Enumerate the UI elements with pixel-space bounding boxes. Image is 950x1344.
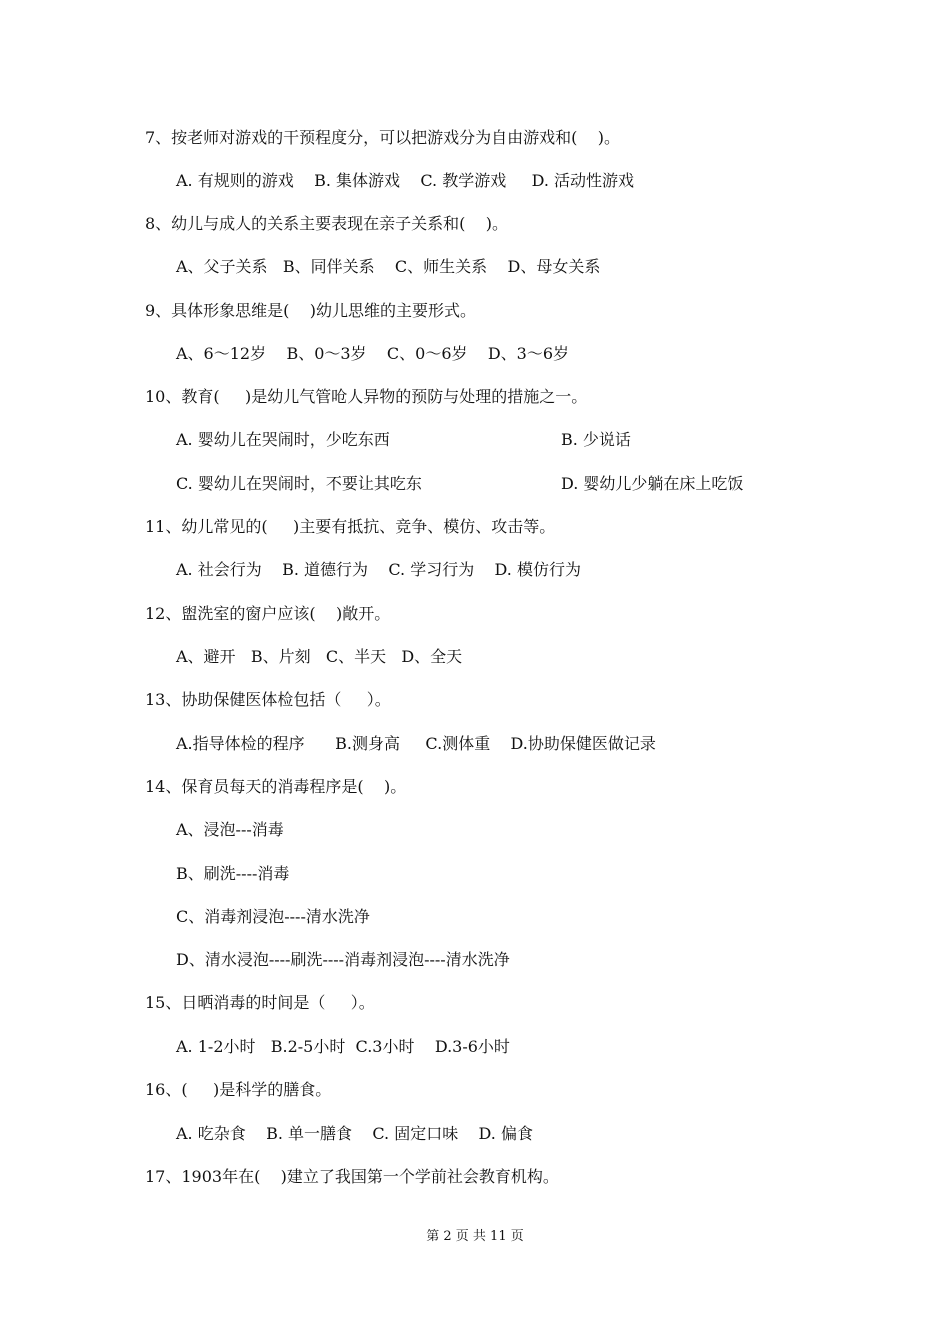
question-14-option-c: C、消毒剂浸泡----清水洗净 (176, 907, 370, 926)
question-10-option-c: C. 婴幼儿在哭闹时，不要让其吃东 (176, 474, 422, 493)
question-8: 8、幼儿与成人的关系主要表现在亲子关系和( )。 (145, 214, 509, 233)
question-15-options: A. 1-2小时 B.2-5小时 C.3小时 D.3-6小时 (176, 1037, 510, 1056)
question-7-options: A. 有规则的游戏 B. 集体游戏 C. 教学游戏 D. 活动性游戏 (176, 171, 635, 190)
question-10-option-b: B. 少说话 (561, 430, 631, 449)
page-footer: 第 2 页 共 11 页 (426, 1229, 524, 1244)
question-10-option-a: A. 婴幼儿在哭闹时，少吃东西 (176, 430, 390, 449)
question-14-option-a: A、浸泡---消毒 (176, 820, 284, 839)
question-17: 17、1903年在( )建立了我国第一个学前社会教育机构。 (145, 1167, 559, 1186)
question-13: 13、协助保健医体检包括（ ）。 (145, 690, 391, 709)
question-13-options: A.指导体检的程序 B.测身高 C.测体重 D.协助保健医做记录 (176, 734, 656, 753)
question-9-options: A、6～12岁 B、0～3岁 C、0～6岁 D、3～6岁 (176, 344, 570, 363)
question-8-options: A、父子关系 B、同伴关系 C、师生关系 D、母女关系 (176, 257, 601, 276)
question-9: 9、具体形象思维是( )幼儿思维的主要形式。 (145, 301, 477, 320)
question-12: 12、盥洗室的窗户应该( )敞开。 (145, 604, 391, 623)
question-16: 16、( )是科学的膳食。 (145, 1080, 332, 1099)
question-16-options: A. 吃杂食 B. 单一膳食 C. 固定口味 D. 偏食 (176, 1124, 533, 1143)
question-15: 15、日晒消毒的时间是（ ）。 (145, 993, 375, 1012)
question-14-option-d: D、清水浸泡----刷洗----消毒剂浸泡----清水洗净 (176, 950, 510, 969)
question-10: 10、教育( )是幼儿气管呛人异物的预防与处理的措施之一。 (145, 387, 588, 406)
question-14: 14、保育员每天的消毒程序是( )。 (145, 777, 407, 796)
question-11-options: A. 社会行为 B. 道德行为 C. 学习行为 D. 模仿行为 (176, 560, 581, 579)
question-10-option-d: D. 婴幼儿少躺在床上吃饭 (561, 474, 744, 493)
question-7: 7、按老师对游戏的干预程度分，可以把游戏分为自由游戏和( )。 (145, 128, 621, 147)
question-14-option-b: B、刷洗----消毒 (176, 864, 290, 883)
question-12-options: A、避开 B、片刻 C、半天 D、全天 (176, 647, 463, 666)
question-11: 11、幼儿常见的( )主要有抵抗、竞争、模仿、攻击等。 (145, 517, 556, 536)
